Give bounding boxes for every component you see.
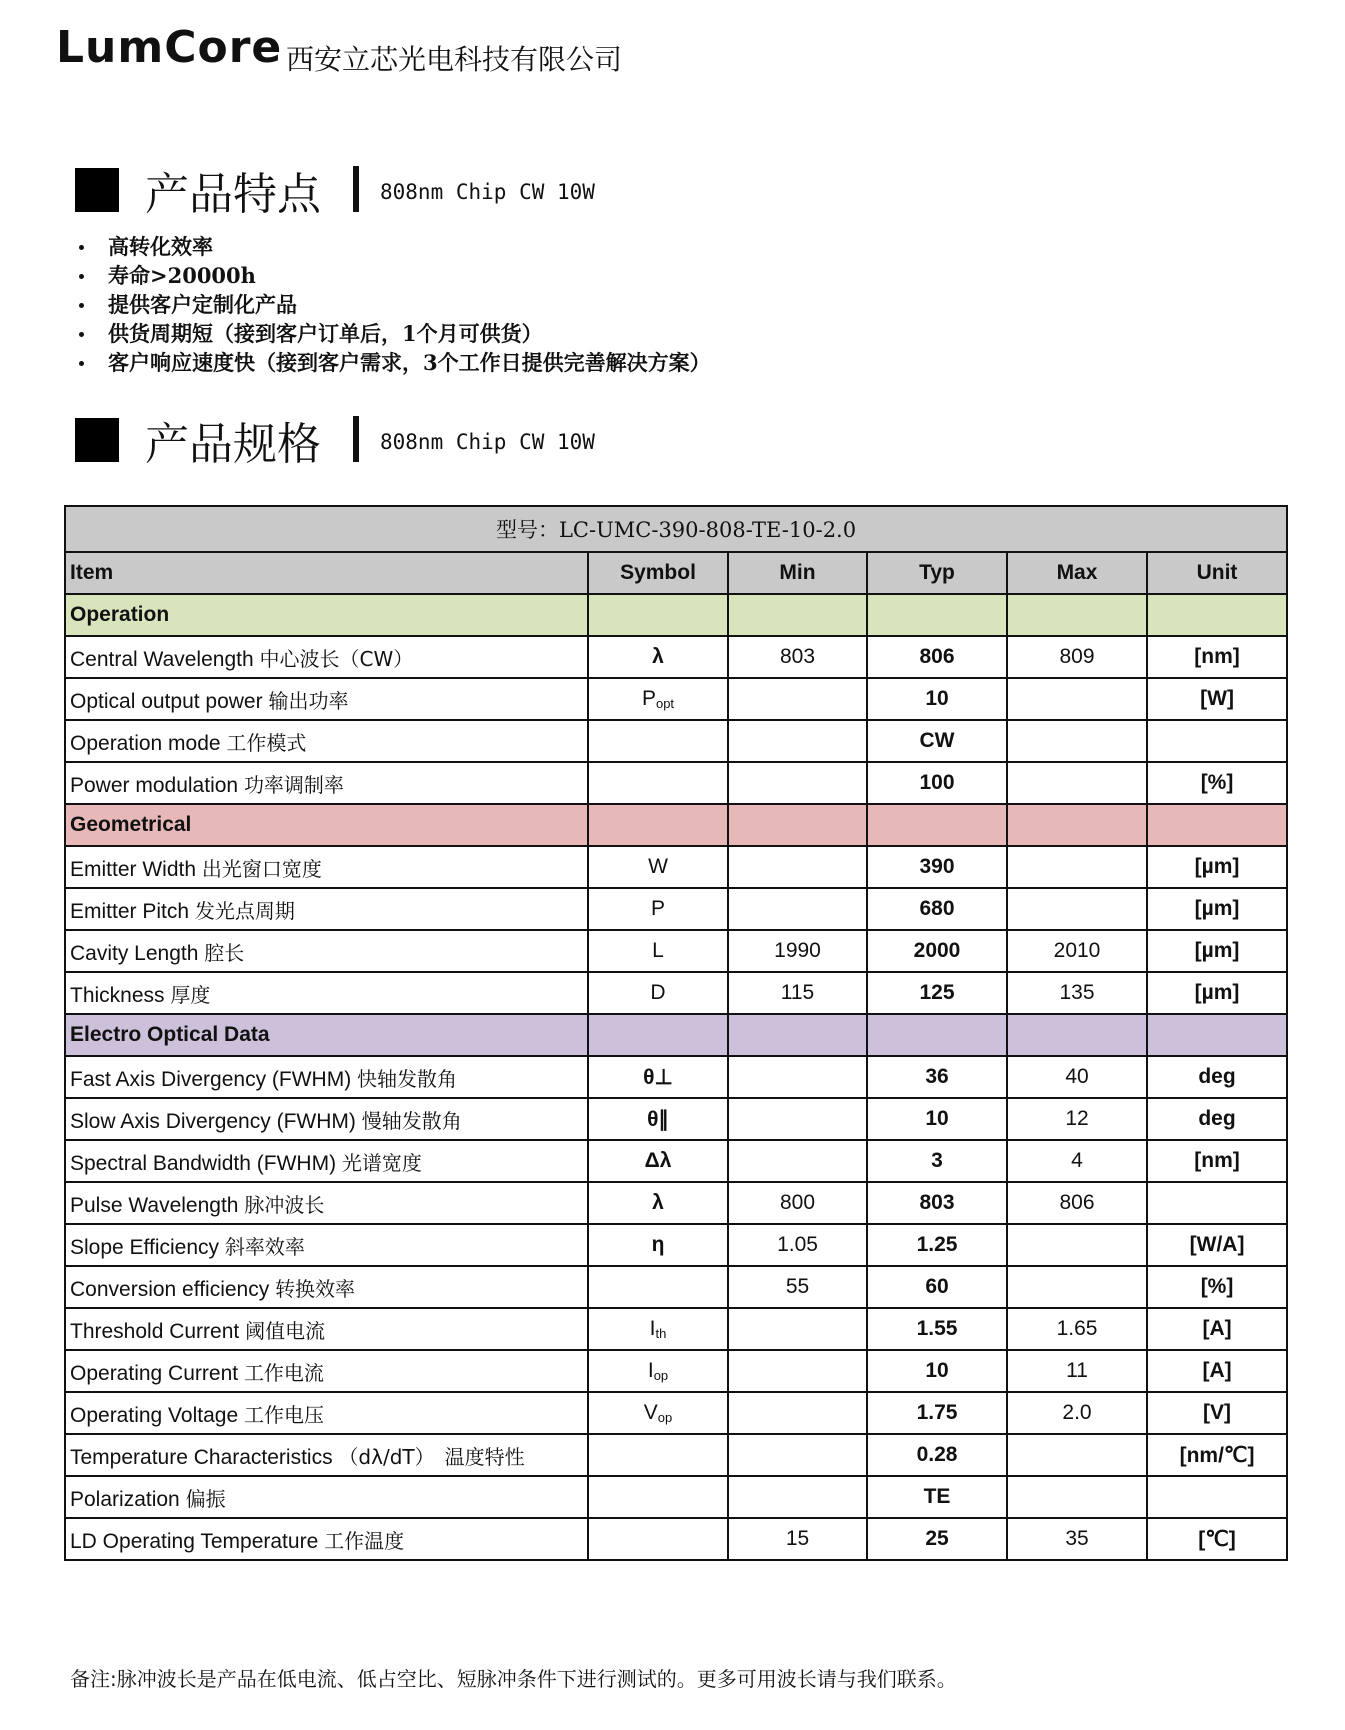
- min-cell: [728, 1434, 867, 1476]
- typ-cell: 10: [867, 1098, 1007, 1140]
- item-chinese: 输出功率: [268, 688, 349, 713]
- section-cell: [1147, 804, 1287, 846]
- section-cell: [1007, 594, 1147, 636]
- symbol-text: P: [650, 897, 665, 920]
- item-chinese: 斜率效率: [224, 1234, 305, 1259]
- item-cell: [65, 1392, 588, 1434]
- min-cell: [728, 1098, 867, 1140]
- table-row: [65, 1224, 1287, 1266]
- unit-cell: [℃]: [1147, 1518, 1287, 1560]
- section-cell: [867, 804, 1007, 846]
- symbol-text: D: [650, 981, 666, 1004]
- symbol-text: V: [643, 1401, 658, 1424]
- typ-cell: 1.55: [867, 1308, 1007, 1350]
- section-title: Electro Optical Data: [65, 1014, 588, 1056]
- item-english: Central Wavelength: [70, 647, 254, 671]
- item-chinese: 工作电流: [243, 1360, 324, 1385]
- typ-cell: 803: [867, 1182, 1007, 1224]
- item-english: Pulse Wavelength: [70, 1193, 239, 1217]
- symbol-cell: [588, 930, 728, 972]
- symbol-cell: [588, 720, 728, 762]
- item-english: Cavity Length: [70, 941, 199, 965]
- feature-item: 供货周期短（接到客户订单后，1个月可供货）: [78, 319, 711, 348]
- symbol-text: Δλ: [644, 1149, 672, 1172]
- table-row: [65, 846, 1287, 888]
- symbol-text: η: [651, 1233, 665, 1256]
- item-chinese: 腔长: [204, 940, 245, 965]
- item-chinese: 慢轴发散角: [361, 1108, 462, 1133]
- section-row: [65, 804, 1287, 846]
- unit-cell: [W/A]: [1147, 1224, 1287, 1266]
- spec-table-body: [65, 594, 1287, 1560]
- unit-cell: [nm]: [1147, 636, 1287, 678]
- table-row: [65, 1518, 1287, 1560]
- symbol-text: W: [648, 855, 668, 878]
- max-cell: [1007, 762, 1147, 804]
- item-english: Operating Current: [70, 1361, 239, 1385]
- symbol-cell: [588, 1266, 728, 1308]
- min-cell: [728, 762, 867, 804]
- symbol-subscript: opt: [655, 696, 675, 711]
- section-cell: [1007, 1014, 1147, 1056]
- section-title: Geometrical: [65, 804, 588, 846]
- symbol-subscript: th: [655, 1326, 667, 1341]
- max-cell: 1.65: [1007, 1308, 1147, 1350]
- symbol-cell: [588, 678, 728, 720]
- bullet-icon: [79, 303, 84, 308]
- max-cell: [1007, 1476, 1147, 1518]
- item-cell: [65, 1350, 588, 1392]
- company-logo: LumCore: [56, 22, 283, 73]
- item-cell: [65, 1140, 588, 1182]
- item-english: Conversion efficiency: [70, 1277, 270, 1301]
- min-cell: [728, 1350, 867, 1392]
- table-row: [65, 1182, 1287, 1224]
- min-cell: 15: [728, 1518, 867, 1560]
- symbol-subscript: op: [657, 1410, 673, 1425]
- item-chinese: 阈值电流: [245, 1318, 326, 1343]
- section-cell: [728, 1014, 867, 1056]
- unit-cell: [W]: [1147, 678, 1287, 720]
- typ-cell: 10: [867, 1350, 1007, 1392]
- symbol-cell: [588, 1476, 728, 1518]
- footnote: 备注:脉冲波长是产品在低电流、低占空比、短脉冲条件下进行测试的。更多可用波长请与我们联系。: [70, 1667, 957, 1691]
- feature-item: 高转化效率: [78, 232, 711, 261]
- typ-cell: 36: [867, 1056, 1007, 1098]
- item-english: Operating Voltage: [70, 1403, 239, 1427]
- section-cell: [588, 1014, 728, 1056]
- min-cell: 1.05: [728, 1224, 867, 1266]
- typ-cell: 25: [867, 1518, 1007, 1560]
- item-chinese: （dλ/dT） 温度特性: [338, 1444, 525, 1469]
- symbol-text: λ: [652, 645, 664, 668]
- unit-cell: [µm]: [1147, 972, 1287, 1014]
- section-cell: [867, 1014, 1007, 1056]
- min-cell: [728, 720, 867, 762]
- symbol-cell: [588, 972, 728, 1014]
- table-row: [65, 636, 1287, 678]
- unit-cell: [A]: [1147, 1308, 1287, 1350]
- item-chinese: 功率调制率: [243, 772, 344, 797]
- min-cell: 115: [728, 972, 867, 1014]
- item-chinese: 中心波长（CW）: [259, 646, 414, 671]
- item-english: LD Operating Temperature: [70, 1529, 319, 1553]
- symbol-text: I: [649, 1317, 656, 1340]
- typ-cell: 390: [867, 846, 1007, 888]
- unit-cell: [1147, 720, 1287, 762]
- typ-cell: 100: [867, 762, 1007, 804]
- table-row: [65, 1056, 1287, 1098]
- section-row: [65, 594, 1287, 636]
- min-cell: 1990: [728, 930, 867, 972]
- item-chinese: 脉冲波长: [244, 1192, 325, 1217]
- item-chinese: 偏振: [185, 1486, 226, 1511]
- max-cell: [1007, 846, 1147, 888]
- max-cell: 2010: [1007, 930, 1147, 972]
- heading-divider: [353, 416, 359, 462]
- feature-item: 客户响应速度快（接到客户需求，3个工作日提供完善解决方案）: [78, 348, 711, 377]
- item-chinese: 出光窗口宽度: [201, 856, 322, 881]
- section-cell: [1147, 594, 1287, 636]
- unit-cell: [µm]: [1147, 930, 1287, 972]
- item-english: Thickness: [70, 983, 165, 1007]
- model-row: [65, 506, 1287, 552]
- max-cell: [1007, 678, 1147, 720]
- col-header-max: Max: [1007, 552, 1147, 594]
- min-cell: [728, 888, 867, 930]
- item-cell: [65, 1182, 588, 1224]
- symbol-cell: [588, 1224, 728, 1266]
- table-row: [65, 678, 1287, 720]
- typ-cell: 2000: [867, 930, 1007, 972]
- table-row: [65, 1392, 1287, 1434]
- section-cell: [1007, 804, 1147, 846]
- item-chinese: 工作电压: [243, 1402, 324, 1427]
- features-subtitle: 808nm Chip CW 10W: [380, 180, 595, 204]
- bullet-icon: [79, 274, 84, 279]
- item-cell: [65, 1518, 588, 1560]
- unit-cell: [A]: [1147, 1350, 1287, 1392]
- unit-cell: [%]: [1147, 762, 1287, 804]
- min-cell: 803: [728, 636, 867, 678]
- table-row: [65, 1308, 1287, 1350]
- min-cell: [728, 1056, 867, 1098]
- table-row: [65, 888, 1287, 930]
- section-cell: [867, 594, 1007, 636]
- table-row: [65, 1266, 1287, 1308]
- symbol-text: P: [641, 687, 656, 710]
- symbol-cell: [588, 636, 728, 678]
- feature-item: 提供客户定制化产品: [78, 290, 711, 319]
- item-chinese: 工作温度: [324, 1528, 405, 1553]
- symbol-cell: [588, 1098, 728, 1140]
- section-title: Operation: [65, 594, 588, 636]
- symbol-cell: [588, 1056, 728, 1098]
- section-cell: [588, 594, 728, 636]
- item-chinese: 转换效率: [275, 1276, 356, 1301]
- table-row: [65, 972, 1287, 1014]
- item-cell: [65, 1266, 588, 1308]
- symbol-cell: [588, 1350, 728, 1392]
- company-name: 西安立芯光电科技有限公司: [286, 43, 623, 76]
- typ-cell: 0.28: [867, 1434, 1007, 1476]
- item-english: Slow Axis Divergency (FWHM): [70, 1109, 356, 1133]
- typ-cell: 60: [867, 1266, 1007, 1308]
- typ-cell: 1.25: [867, 1224, 1007, 1266]
- table-row: [65, 930, 1287, 972]
- bullet-icon: [79, 332, 84, 337]
- min-cell: [728, 1140, 867, 1182]
- symbol-cell: [588, 1140, 728, 1182]
- item-cell: [65, 1476, 588, 1518]
- unit-cell: deg: [1147, 1056, 1287, 1098]
- symbol-cell: [588, 1392, 728, 1434]
- item-english: Spectral Bandwidth (FWHM): [70, 1151, 337, 1175]
- item-cell: [65, 678, 588, 720]
- spec-subtitle: 808nm Chip CW 10W: [380, 430, 595, 454]
- col-header-typ: Typ: [867, 552, 1007, 594]
- symbol-cell: [588, 1434, 728, 1476]
- symbol-text: λ: [652, 1191, 664, 1214]
- min-cell: 55: [728, 1266, 867, 1308]
- item-english: Emitter Width: [70, 857, 197, 881]
- symbol-text: θ∥: [647, 1107, 669, 1131]
- heading-square-marker: [75, 418, 119, 462]
- table-row: [65, 762, 1287, 804]
- max-cell: [1007, 720, 1147, 762]
- col-header-symbol: Symbol: [588, 552, 728, 594]
- table-row: [65, 1476, 1287, 1518]
- bullet-icon: [79, 245, 84, 250]
- features-list: [78, 232, 711, 377]
- symbol-text: L: [652, 939, 664, 962]
- typ-cell: 125: [867, 972, 1007, 1014]
- symbol-text: θ⊥: [643, 1065, 673, 1089]
- item-english: Fast Axis Divergency (FWHM): [70, 1067, 352, 1091]
- max-cell: [1007, 1224, 1147, 1266]
- unit-cell: [%]: [1147, 1266, 1287, 1308]
- item-english: Polarization: [70, 1487, 180, 1511]
- item-cell: [65, 762, 588, 804]
- symbol-subscript: op: [653, 1368, 669, 1383]
- max-cell: 4: [1007, 1140, 1147, 1182]
- symbol-cell: [588, 1308, 728, 1350]
- item-chinese: 工作模式: [226, 730, 307, 755]
- table-row: [65, 720, 1287, 762]
- max-cell: 12: [1007, 1098, 1147, 1140]
- item-english: Operation mode: [70, 731, 221, 755]
- max-cell: [1007, 1434, 1147, 1476]
- model-number: 型号：LC-UMC-390-808-TE-10-2.0: [65, 506, 1287, 552]
- heading-divider: [353, 166, 359, 212]
- section-row: [65, 1014, 1287, 1056]
- col-header-item: Item: [65, 552, 588, 594]
- item-cell: [65, 888, 588, 930]
- section-cell: [728, 804, 867, 846]
- symbol-cell: [588, 1182, 728, 1224]
- table-row: [65, 1098, 1287, 1140]
- section-cell: [1147, 1014, 1287, 1056]
- section-cell: [588, 804, 728, 846]
- symbol-cell: [588, 1518, 728, 1560]
- item-cell: [65, 1056, 588, 1098]
- min-cell: [728, 678, 867, 720]
- typ-cell: CW: [867, 720, 1007, 762]
- item-cell: [65, 1098, 588, 1140]
- max-cell: 35: [1007, 1518, 1147, 1560]
- item-cell: [65, 1434, 588, 1476]
- typ-cell: 1.75: [867, 1392, 1007, 1434]
- item-chinese: 发光点周期: [194, 898, 295, 923]
- features-title: 产品特点: [145, 169, 321, 220]
- min-cell: 800: [728, 1182, 867, 1224]
- typ-cell: TE: [867, 1476, 1007, 1518]
- item-english: Emitter Pitch: [70, 899, 190, 923]
- item-cell: [65, 846, 588, 888]
- max-cell: 11: [1007, 1350, 1147, 1392]
- unit-cell: [µm]: [1147, 888, 1287, 930]
- item-english: Temperature Characteristics: [70, 1445, 333, 1469]
- symbol-cell: [588, 888, 728, 930]
- symbol-text: I: [647, 1359, 654, 1382]
- min-cell: [728, 846, 867, 888]
- max-cell: 809: [1007, 636, 1147, 678]
- unit-cell: [nm]: [1147, 1140, 1287, 1182]
- typ-cell: 680: [867, 888, 1007, 930]
- unit-cell: [1147, 1476, 1287, 1518]
- max-cell: 40: [1007, 1056, 1147, 1098]
- section-cell: [728, 594, 867, 636]
- col-header-unit: Unit: [1147, 552, 1287, 594]
- item-english: Threshold Current: [70, 1319, 240, 1343]
- item-cell: [65, 720, 588, 762]
- spec-title: 产品规格: [145, 419, 321, 470]
- item-english: Slope Efficiency: [70, 1235, 220, 1259]
- col-header-min: Min: [728, 552, 867, 594]
- unit-cell: [µm]: [1147, 846, 1287, 888]
- symbol-cell: [588, 846, 728, 888]
- table-row: [65, 1140, 1287, 1182]
- max-cell: [1007, 888, 1147, 930]
- item-cell: [65, 1224, 588, 1266]
- spec-table: [64, 505, 1288, 1561]
- table-row: [65, 1434, 1287, 1476]
- item-cell: [65, 636, 588, 678]
- item-cell: [65, 1308, 588, 1350]
- typ-cell: 3: [867, 1140, 1007, 1182]
- item-chinese: 厚度: [170, 982, 211, 1007]
- item-english: Power modulation: [70, 773, 239, 797]
- header-row: [65, 552, 1287, 594]
- max-cell: 135: [1007, 972, 1147, 1014]
- item-chinese: 光谱宽度: [341, 1150, 422, 1175]
- unit-cell: [nm/℃]: [1147, 1434, 1287, 1476]
- max-cell: [1007, 1266, 1147, 1308]
- min-cell: [728, 1476, 867, 1518]
- unit-cell: [1147, 1182, 1287, 1224]
- symbol-cell: [588, 762, 728, 804]
- item-cell: [65, 972, 588, 1014]
- item-cell: [65, 930, 588, 972]
- item-english: Optical output power: [70, 689, 263, 713]
- min-cell: [728, 1392, 867, 1434]
- min-cell: [728, 1308, 867, 1350]
- max-cell: 806: [1007, 1182, 1147, 1224]
- typ-cell: 10: [867, 678, 1007, 720]
- typ-cell: 806: [867, 636, 1007, 678]
- item-chinese: 快轴发散角: [357, 1066, 458, 1091]
- max-cell: 2.0: [1007, 1392, 1147, 1434]
- bullet-icon: [79, 361, 84, 366]
- heading-square-marker: [75, 168, 119, 212]
- unit-cell: [V]: [1147, 1392, 1287, 1434]
- unit-cell: deg: [1147, 1098, 1287, 1140]
- feature-item: 寿命>20000h: [78, 261, 711, 290]
- table-row: [65, 1350, 1287, 1392]
